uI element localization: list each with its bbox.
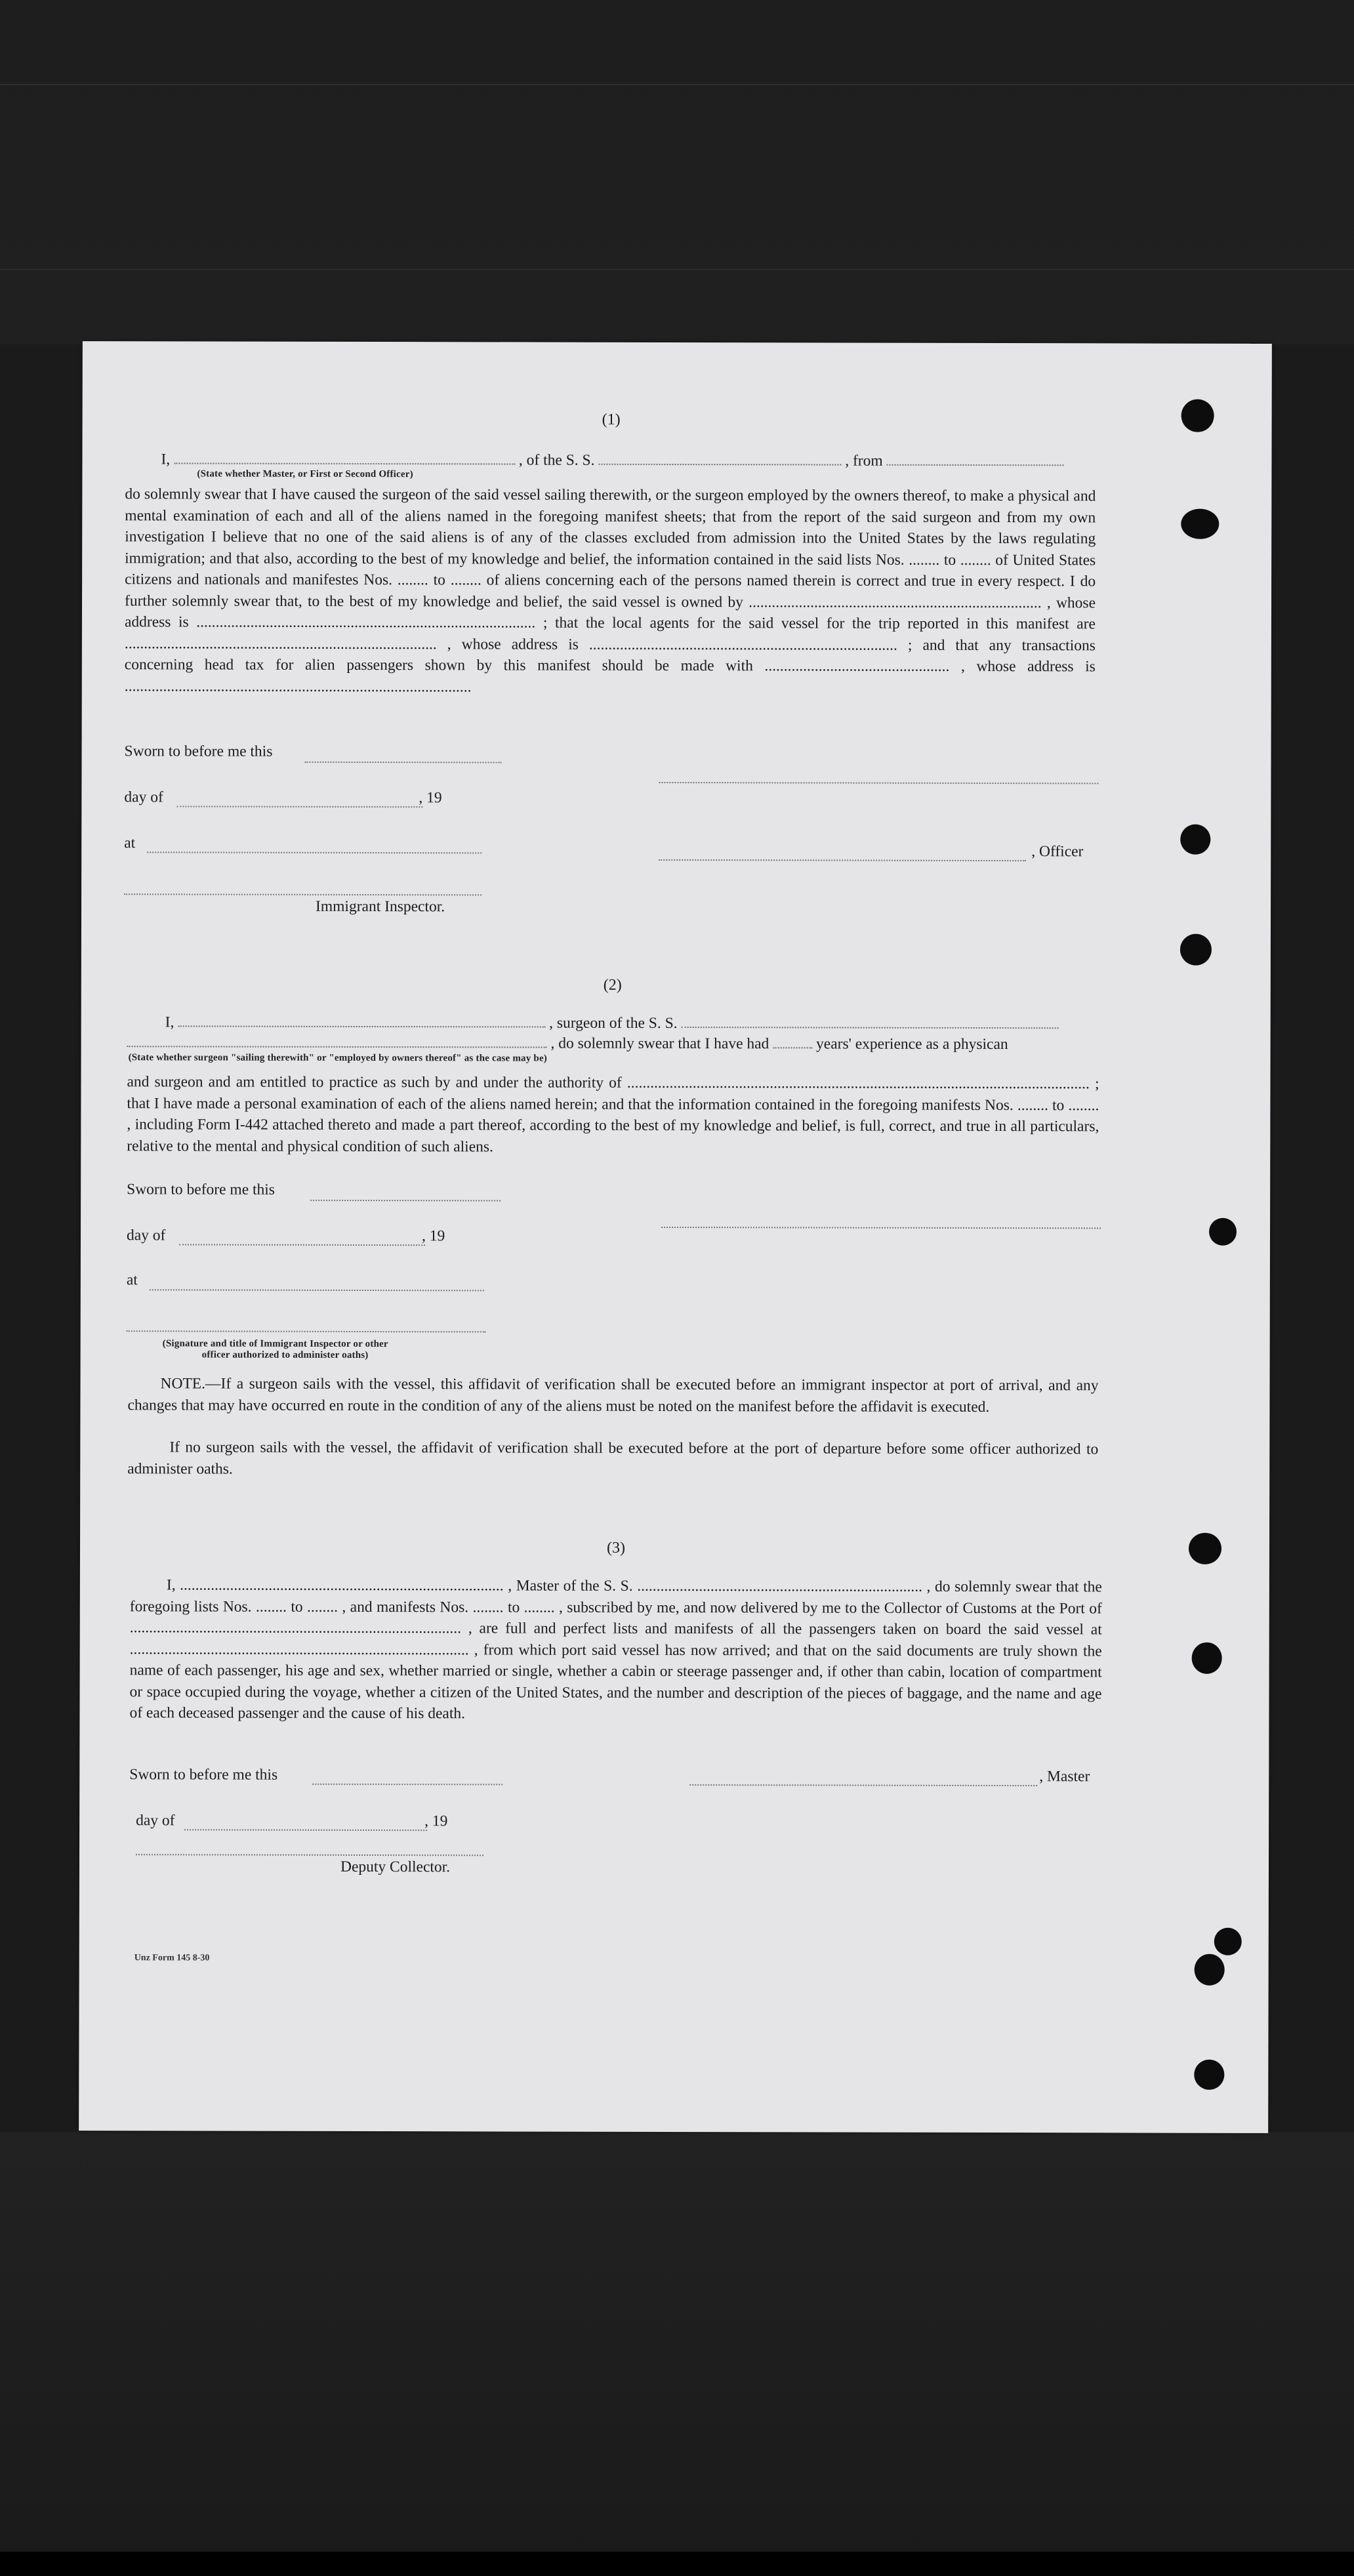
- punch-hole: [1180, 934, 1212, 966]
- form-identifier: Unz Form 145 8-30: [134, 1953, 210, 1963]
- years-field[interactable]: [773, 1034, 812, 1048]
- at-label: at: [124, 834, 136, 852]
- years-label: years' experience as a physican: [816, 1035, 1008, 1053]
- scan-background-top: [0, 0, 1354, 344]
- officer-hint: (State whether Master, or First or Second Officer): [197, 468, 413, 480]
- section-number: (2): [603, 976, 622, 994]
- scan-bottom-strip: [0, 2552, 1354, 2576]
- at-label: at: [126, 1271, 138, 1289]
- of-ss-label: , of the S. S.: [518, 451, 595, 469]
- officer-signature-field[interactable]: [659, 859, 1026, 861]
- month-field[interactable]: [179, 1244, 425, 1246]
- master-oath-body: do solemnly swear that I have caused the surgeon of the said vessel sailing therewith, or the surgeon employed by the owners thereof, to make a physical and mental examination of each and all of the aliens named in the foregoing manifest sheets; that from the report of the said surgeon and from my own investigation I believe that no one of the said aliens is of any of the classes excluded from admission into the United States by the laws regulating immigration; and that also, according to the best of my knowledge and belief, the information contained in the said lists Nos. ........ to ........ of United States citizens and nationals and manifestes Nos. ........ to ........ of aliens concerning each of the persons named therein is correct and true in every respect. I do further solemnly swear that, to the best of my knowledge and belief, the said vessel is owned by ............................................................................ , whose address is ........................................................................................ ; that the local agents for the said vessel for the trip reported in this manifest are ................................................................................. , whose address is ................................................................................ ; and that any transactions concerning head tax for alien passengers shown by this manifest should be made with ................................................ , whose address is ..........................................................................................: [124, 485, 1096, 695]
- surgeon-name-field[interactable]: [178, 1012, 545, 1027]
- sworn-label: Sworn to before me this: [124, 743, 273, 760]
- surgeon-of-label: , surgeon of the S. S.: [549, 1014, 678, 1032]
- surgeon-status-hint: (State whether surgeon "sailing therewith" or "employed by owners thereof" as the case may be): [128, 1052, 548, 1064]
- inspector-label: Immigrant Inspector.: [316, 897, 445, 916]
- place-field[interactable]: [150, 1289, 484, 1291]
- inspector-signature-field[interactable]: [124, 893, 482, 895]
- i-label: I,: [165, 1013, 174, 1031]
- signature-hint: (Signature and title of Immigrant Inspector or other: [162, 1338, 388, 1350]
- sworn-date-field[interactable]: [312, 1784, 503, 1786]
- year-label: , 19: [421, 1227, 445, 1245]
- punch-hole: [1180, 825, 1210, 855]
- section-number: (1): [602, 411, 621, 428]
- note-no-surgeon: If no surgeon sails with the vessel, the affidavit of verification shall be executed before at the port of departure before some officer authorized to administer oaths.: [127, 1439, 1099, 1478]
- inspector-signature-field[interactable]: [127, 1330, 486, 1332]
- punch-hole: [1195, 1954, 1225, 1986]
- punch-hole: [1181, 399, 1214, 432]
- form-page: [79, 341, 1272, 2133]
- deputy-collector-label: Deputy Collector.: [340, 1858, 451, 1876]
- collector-oath-body: I, .................................................................................... , Master of the S. S. .......................................................................... , do solemnly swear that the foregoing lists Nos. ........ to ........ , and manifests Nos. ........ to ........ , subscribed by me, and now delivered by me to the Collector of Customs at the Port of ...................................................................................... , are full and perfect lists and manifests of all the passengers taken on board the said vessel at ........................................................................................ , from which port said vessel has now arrived; and that on the said documents are truly shown the name of each passenger, his age and sex, whether married or single, whether a cabin or steerage passenger and, if other than cabin, location of compartment or space occupied during the voyage, whether a citizen of the United States, and the number and description of the pieces of baggage, and the name and age of each deceased passenger and the cause of his death.: [129, 1576, 1102, 1723]
- punch-hole: [1194, 2060, 1224, 2090]
- day-of-label: day of: [126, 1227, 166, 1244]
- collector-signature-field[interactable]: [136, 1854, 483, 1856]
- i-label: I,: [161, 451, 171, 468]
- surgeon-status-field[interactable]: [127, 1032, 547, 1048]
- master-signature-field[interactable]: [659, 782, 1098, 784]
- surgeon-swear-line: [127, 1032, 1008, 1053]
- section-number: (3): [606, 1539, 626, 1557]
- scan-background-bottom: [0, 2132, 1354, 2576]
- sworn-label: Sworn to before me this: [127, 1181, 276, 1198]
- day-of-label: day of: [136, 1812, 175, 1830]
- swear-label: , do solemnly swear that I have had: [550, 1034, 769, 1053]
- signature-hint: officer authorized to administer oaths): [201, 1349, 369, 1361]
- sworn-date-field[interactable]: [305, 762, 502, 764]
- master-oath-line: [161, 449, 1063, 470]
- from-port-field[interactable]: [887, 451, 1064, 466]
- surgeon-oath-line: [165, 1012, 1059, 1033]
- month-field[interactable]: [184, 1829, 427, 1831]
- year-label: , 19: [424, 1812, 448, 1830]
- from-label: , from: [845, 452, 883, 470]
- punch-hole: [1209, 1218, 1237, 1246]
- master-signature-field[interactable]: [689, 1784, 1037, 1786]
- surgeon-oath-body: and surgeon and am entitled to practice as such by and under the authority of ........................................................................................................................ ; that I have made a personal examination of each of the aliens named herein; and that the information contained in the foregoing manifests Nos. ........ to ........ , including Form I-442 attached thereto and made a part thereof, according to the best of my knowledge and belief, is full, correct, and true in all particulars, relative to the mental and physical condition of such aliens.: [127, 1073, 1099, 1155]
- punch-hole: [1189, 1533, 1221, 1564]
- scan-artifact-line: [0, 269, 1354, 270]
- punch-hole: [1214, 1928, 1242, 1955]
- year-label: , 19: [419, 789, 442, 807]
- officer-label: , Officer: [1031, 843, 1084, 861]
- scan-artifact-line: [0, 84, 1354, 85]
- month-field[interactable]: [176, 806, 422, 808]
- punch-hole: [1181, 509, 1219, 539]
- surgeon-signature-field[interactable]: [661, 1227, 1101, 1229]
- note-surgeon: NOTE.—If a surgeon sails with the vessel, this affidavit of verification shall be executed before an immigrant inspector at port of arrival, and any changes that may have occurred en route in the condition of any of the aliens must be noted on the manifest before the affidavit is executed.: [127, 1375, 1099, 1416]
- vessel-name-field[interactable]: [598, 451, 841, 466]
- surgeon-vessel-field[interactable]: [681, 1013, 1058, 1029]
- punch-hole: [1192, 1643, 1222, 1674]
- sworn-date-field[interactable]: [310, 1200, 501, 1202]
- sworn-label: Sworn to before me this: [129, 1766, 278, 1784]
- officer-name-field[interactable]: [174, 449, 515, 464]
- day-of-label: day of: [124, 788, 163, 806]
- master-label: , Master: [1039, 1768, 1090, 1786]
- place-field[interactable]: [147, 851, 482, 853]
